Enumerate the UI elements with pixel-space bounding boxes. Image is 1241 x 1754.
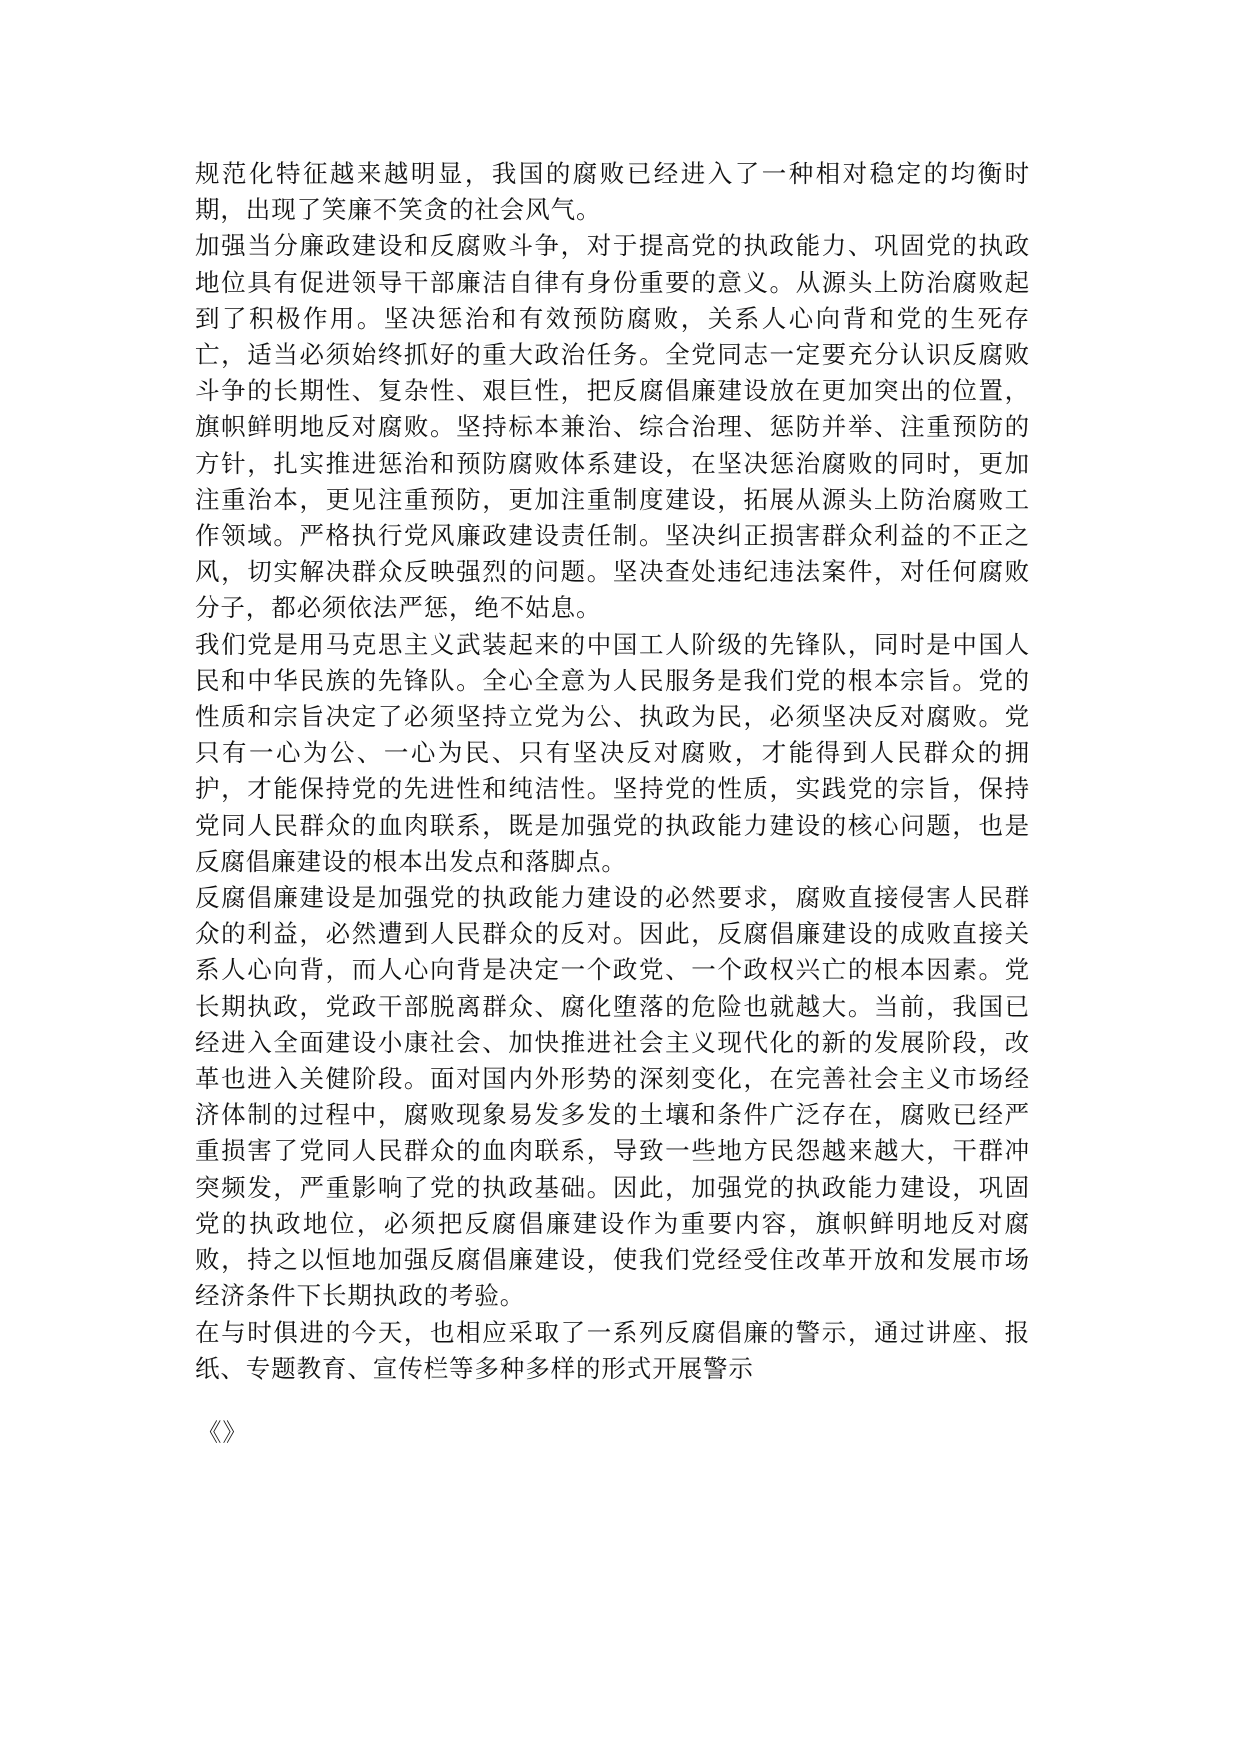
paragraph-1: 规范化特征越来越明显，我国的腐败已经进入了一种相对稳定的均衡时期，出现了笑廉不笑贪的社会风气。	[195, 159, 1030, 225]
paragraph-3: 我们党是用马克思主义武装起来的中国工人阶级的先锋队，同时是中国人民和中华民族的先锋队。全心全意为人民服务是我们党的根本宗旨。党的性质和宗旨决定了必须坚持立党为公、执政为民，必须坚决反对腐败。党只有一心为公、一心为民、只有坚决反对腐败，才能得到人民群众的拥护，才能保持党的先进性和纯洁性。坚持党的性质，实践党的宗旨，保持党同人民群众的血肉联系，既是加强党的执政能力建设的核心问题，也是反腐倡廉建设的根本出发点和落脚点。	[195, 629, 1030, 876]
title-brackets: 《》	[197, 1417, 248, 1447]
document-page	[195, 156, 1030, 1451]
paragraph-5: 在与时俱进的今天，也相应采取了一系列反腐倡廉的警示，通过讲座、报纸、专题教育、宣传栏等多种多样的形式开展警示	[195, 1317, 1030, 1383]
paragraph-2: 加强当分廉政建设和反腐败斗争，对于提高党的执政能力、巩固党的执政地位具有促进领导干部廉洁自律有身份重要的意义。从源头上防治腐败起到了积极作用。坚决惩治和有效预防腐败，关系人心向背和党的生死存亡，适当必须始终抓好的重大政治任务。全党同志一定要充分认识反腐败斗争的长期性、复杂性、艰巨性，把反腐倡廉建设放在更加突出的位置，旗帜鲜明地反对腐败。坚持标本兼治、综合治理、惩防并举、注重预防的方针，扎实推进惩治和预防腐败体系建设，在坚决惩治腐败的同时，更加注重治本，更见注重预防，更加注重制度建设，拓展从源头上防治腐败工作领域。严格执行党风廉政建设责任制。坚决纠正损害群众利益的不正之风，切实解决群众反映强烈的问题。坚决查处违纪违法案件，对任何腐败分子，都必须依法严惩，绝不姑息。	[195, 231, 1030, 623]
paragraph-4: 反腐倡廉建设是加强党的执政能力建设的必然要求，腐败直接侵害人民群众的利益，必然遭到人民群众的反对。因此，反腐倡廉建设的成败直接关系人心向背，而人心向背是决定一个政党、一个政权兴亡的根本因素。党长期执政，党政干部脱离群众、腐化堕落的危险也就越大。当前，我国已经进入全面建设小康社会、加快推进社会主义现代化的新的发展阶段，改革也进入关健阶段。面对国内外形势的深刻变化，在完善社会主义市场经济体制的过程中，腐败现象易发多发的土壤和条件广泛存在，腐败已经严重损害了党同人民群众的血肉联系，导致一些地方民怨越来越大，干群冲突频发，严重影响了党的执政基础。因此，加强党的执政能力建设，巩固党的执政地位，必须把反腐倡廉建设作为重要内容，旗帜鲜明地反对腐败，持之以恒地加强反腐倡廉建设，使我们党经受住改革开放和发展市场经济条件下长期执政的考验。	[195, 883, 1030, 1311]
